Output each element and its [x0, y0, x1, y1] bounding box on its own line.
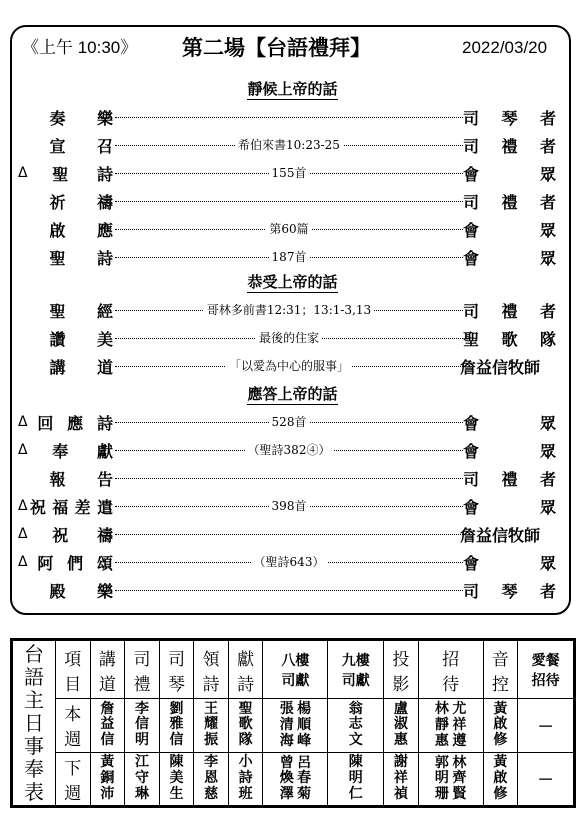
roster-cell: 黃啟修 [483, 752, 518, 806]
program-item-detail: 398首 [115, 496, 463, 516]
program-item-leader: 會 眾 [463, 497, 556, 517]
program-item-label: Δ 回 應 詩 [18, 413, 113, 433]
program-item [0, 161, 585, 185]
program-item-detail: 哥林多前書12:31；13:1-3,13 [115, 300, 463, 320]
roster-column-header: 司 禮 [125, 641, 160, 699]
roster-week-label: 下 週 [56, 752, 91, 806]
program-item-leader: 會 眾 [463, 248, 556, 268]
roster-column-header: 招 待 [418, 641, 483, 699]
leader-dots [115, 117, 463, 118]
program-item-leader: 會 眾 [463, 553, 556, 573]
roster-cell: 黃銅沛 [90, 752, 125, 806]
program-item [0, 410, 585, 434]
roster-column-header: 八樓 司獻 [263, 641, 328, 699]
roster-cell: 劉雅信 [159, 699, 194, 753]
roster-cell: 翁志文 [328, 699, 384, 753]
roster-week-label: 本 週 [56, 699, 91, 753]
leader-dots [115, 590, 463, 591]
program-item-leader: 司 禮 者 [463, 192, 556, 212]
roster-cell: 林齊賢 郭明珊 [418, 752, 483, 806]
roster-column-header: 獻 詩 [228, 641, 263, 699]
roster-cell: 謝祥禎 [384, 752, 419, 806]
roster-cell: 陳明仁 [328, 752, 384, 806]
section-title: 應答上帝的話 [247, 385, 338, 403]
program-item [0, 494, 585, 518]
program-item-leader: 司 禮 者 [463, 301, 556, 321]
leader-dots [115, 478, 463, 479]
program-item-detail: 希伯來書10:23-25 [115, 135, 463, 155]
program-item-label: 祈 禱 [49, 192, 113, 212]
program-item [0, 326, 585, 350]
program-item [0, 245, 585, 269]
program-item-leader: 司 禮 者 [463, 136, 556, 156]
program-item-label: 報 告 [49, 469, 113, 489]
roster-cell: 詹益信 [90, 699, 125, 753]
roster-column-header: 司 琴 [159, 641, 194, 699]
program-item-detail: 第60篇 [115, 219, 463, 239]
program-item-label: Δ 阿 們 頌 [18, 553, 113, 573]
program-item-label: 讚 美 [49, 329, 113, 349]
program-item-label: 講 道 [49, 357, 113, 377]
program-item [0, 189, 585, 213]
roster-cell: － [518, 752, 574, 806]
program-item-label: 殿 樂 [49, 581, 113, 601]
program-item-leader: 司 琴 者 [463, 108, 556, 128]
duty-roster [10, 638, 576, 808]
roster-cell: 李信明 [125, 699, 160, 753]
program-item [0, 522, 585, 546]
program-item-leader: 聖 歌 隊 [463, 329, 556, 349]
program-item-leader: 會 眾 [463, 164, 556, 184]
roster-cell: 盧淑惠 [384, 699, 419, 753]
program-item-leader: 司 禮 者 [463, 469, 556, 489]
program-item-detail: 「以愛為中心的服事」 [115, 356, 463, 376]
roster-column-header: 愛餐 招待 [518, 641, 574, 699]
program-item [0, 133, 585, 157]
program-item-detail: （聖詩643） [115, 552, 463, 572]
program-item-label: 聖 經 [49, 301, 113, 321]
roster-cell: 李恩慈 [194, 752, 229, 806]
program-item-label: Δ 祝 福 差 遣 [18, 497, 113, 517]
program-item [0, 217, 585, 241]
program-item-label: Δ 祝 禱 [18, 525, 113, 545]
program-item [0, 466, 585, 490]
program-item-leader: 會 眾 [463, 441, 556, 461]
service-date: 2022/03/20 [462, 38, 548, 57]
program-item [0, 550, 585, 574]
section-title: 恭受上帝的話 [247, 273, 338, 291]
program-item-label: 宣 召 [49, 136, 113, 156]
roster-cell: 呂春菊 曾煥澤 [263, 752, 328, 806]
program-item-label: 啟 應 [49, 220, 113, 240]
roster-cell: 王耀振 [194, 699, 229, 753]
program-item [0, 578, 585, 602]
roster-cell: 江守琳 [125, 752, 160, 806]
service-time: 《上午 10:30》 [22, 38, 138, 57]
roster-column-header: 投 影 [384, 641, 419, 699]
program-item-leader: 司 琴 者 [463, 581, 556, 601]
program-item-detail: 187首 [115, 247, 463, 267]
service-title: 第二場【台語禮拜】 [182, 36, 371, 60]
program-item-leader: 詹益信牧師 [460, 525, 541, 545]
leader-dots [115, 201, 463, 202]
roster-side-title: 台語主日事奉表 [13, 641, 56, 806]
program-item [0, 354, 585, 378]
program-item-leader: 會 眾 [463, 413, 556, 433]
roster-cell: 陳美生 [159, 752, 194, 806]
roster-cell: － [518, 699, 574, 753]
program-item-detail: （聖詩382④） [115, 440, 463, 460]
roster-cell: 黃啟修 [483, 699, 518, 753]
roster-cell: 尤祥遵 林靜惠 [418, 699, 483, 753]
roster-column-header: 項 目 [56, 641, 91, 699]
section-title: 靜候上帝的話 [247, 80, 338, 98]
program-item-label: 奏 樂 [49, 108, 113, 128]
leader-dots [115, 534, 463, 535]
duty-roster-table [12, 640, 574, 806]
roster-column-header: 音 控 [483, 641, 518, 699]
program-item [0, 298, 585, 322]
roster-cell: 小詩班 [228, 752, 263, 806]
program-item-leader: 會 眾 [463, 220, 556, 240]
roster-column-header: 九樓 司獻 [328, 641, 384, 699]
program-item-detail: 最後的住家 [115, 328, 463, 348]
program-item [0, 105, 585, 129]
program-item-label: Δ 聖 詩 [18, 164, 113, 184]
program-item-label: 聖 詩 [49, 248, 113, 268]
program-item-label: Δ 奉 獻 [18, 441, 113, 461]
roster-column-header: 講 道 [90, 641, 125, 699]
program-item [0, 438, 585, 462]
roster-cell: 聖歌隊 [228, 699, 263, 753]
roster-cell: 楊順峰 張清海 [263, 699, 328, 753]
roster-column-header: 領 詩 [194, 641, 229, 699]
program-item-leader: 詹益信牧師 [460, 357, 541, 377]
program-item-detail: 155首 [115, 163, 463, 183]
program-item-detail: 528首 [115, 412, 463, 432]
